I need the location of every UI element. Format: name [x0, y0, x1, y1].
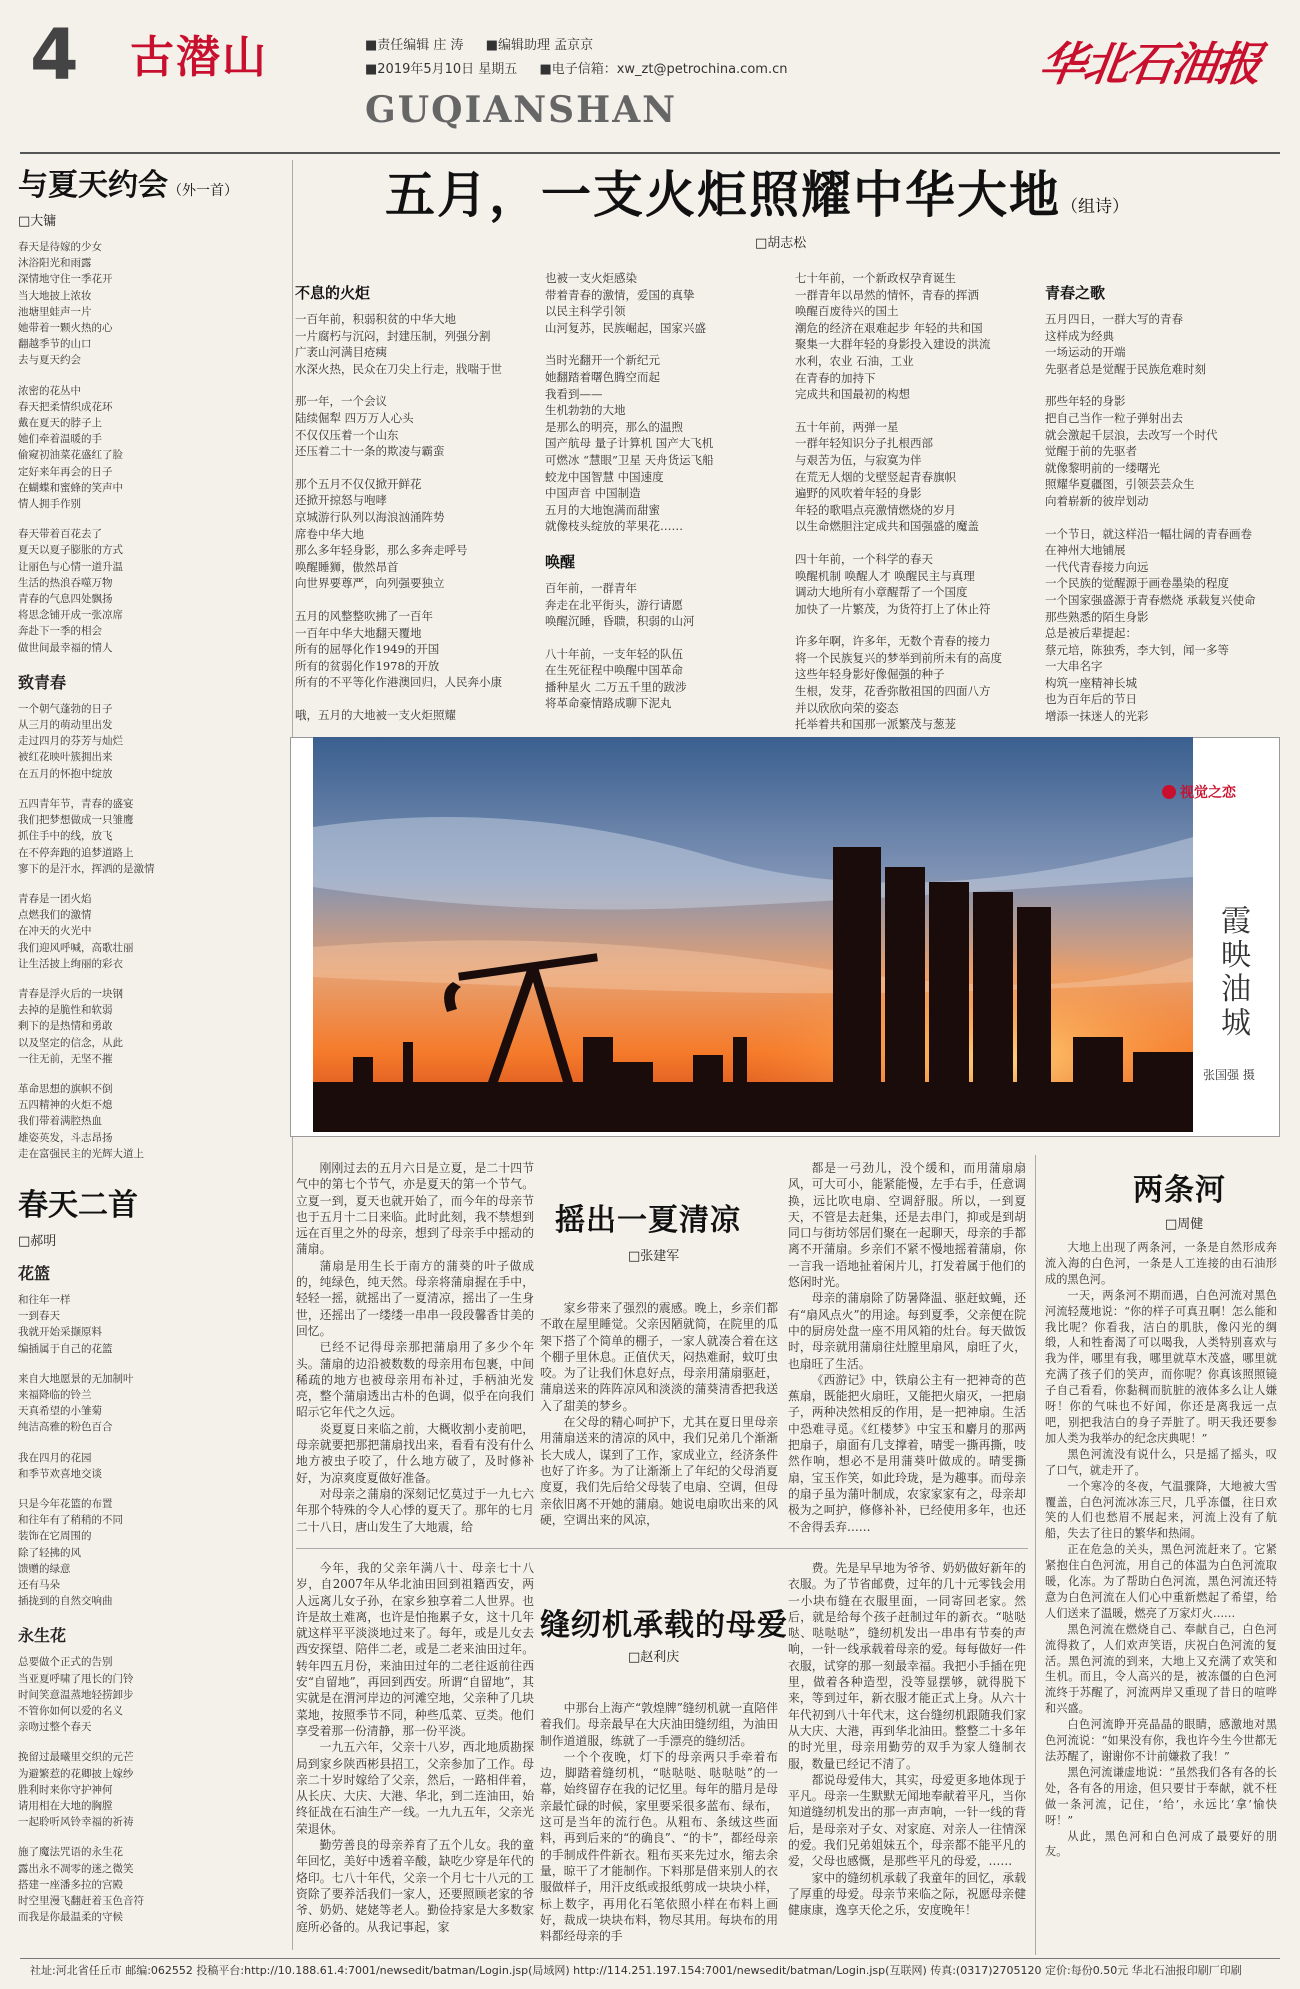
poem-subtitle: 花篮: [18, 1263, 51, 1283]
paragraph: 正在危急的关头，黑色河流赶来了。它紧紧抱住白色河流，用自己的体温为白色河流取暖，化冻。为了帮助白色河流，黑色河流还特意为白色河流在人们心中重新燃起了希望，给人们送来了温暖，燃亮了万家灯火……: [1045, 1543, 1277, 1620]
sunset-oilfield-image: [313, 737, 1193, 1132]
photo-badge-label: 视觉之恋: [1180, 785, 1236, 801]
poem-stanza: 只是今年花篮的布置 和往年有了稍稍的不同 装饰在它周围的 除了轻拂的风 馈赠的绿意 还有马朵 插拢到的自然交响曲: [18, 1497, 123, 1608]
poem-column-4: [1045, 268, 1280, 741]
poem-stanza: 一百年前，积弱积贫的中华大地 一片腐朽与沉闷，封建压制，列强分割 广袤山河满目疮痍 水深火热，民众在刀尖上行走，戕喘于世: [295, 312, 502, 376]
paragraph: 一个个夜晚，灯下的母亲两只手牵着布边，脚踏着缝纫机，“哒哒哒、哒哒哒”的一幕，始终留存在我的记忆里。每年的腊月是母亲最忙碌的时候，家里要采很多蓝布、绿布，这可是当年的流行色。从粗布、条绒这些面料，再到后来的“的确良”、“的卡”，都经母亲的手制成件件新衣。粗布买来先过水，缩去余量，晾干了才能制作。下料那是借来别人的衣服做样子，用汗皮纸或报纸剪成一块块小样，标上数字，再用化石笔依照小样在布料上画好，裁成一块块布料，物尽其用。每块布的用料都经母亲的手: [540, 1749, 778, 1944]
article-author: □赵利庆: [628, 1650, 680, 1665]
poem-stanza: 春天是待嫁的少女 沐浴阳光和雨露 深情地守住一季花开 当大地披上浓妆 池塘里蛙声一片 她带着一颗火热的心 翻越季节的山口 去与夏天约会: [18, 241, 113, 367]
left-poetry-column: [18, 160, 290, 1960]
poem-stanza: 当时光翻开一个新纪元 她翻踏着曙色腾空而起 我看到—— 生机勃勃的大地 是那么的明亮，那么的温煦 国产航母 量子计算机 国产大飞机 可燃冰 “慧眼”卫星 天舟货运飞船 蛟龙中国智慧 中国速度 中国声音 中国制造 五月的大地饱满而甜蜜 就像枝头绽放的苹果花……: [545, 353, 714, 534]
headline: [385, 168, 1129, 223]
page-number: 4: [30, 14, 79, 96]
poem-stanza: 五月四日，一群大写的青春 这样成为经典 一场运动的开端 先驱者总是觉醒于民族危难时刻: [1045, 312, 1206, 376]
paragraph: 对母亲之蒲扇的深刻记忆莫过于一九七六年那个特殊的令人心悸的夏天了。那年的七月二十八日，唐山发生了大地震，给: [296, 1486, 534, 1534]
paragraph: 费。先是早早地为爷爷、奶奶做好新年的衣服。为了节省邮费，过年的几十元零钱会用一小块布缝在衣服里面，一同寄回老家。然后，就是给每个孩子赶制过年的新衣。“哒哒哒、哒哒哒”，缝纫机发出一串串有节奏的声响，一针一线承载着母亲的爱。每每做好一件衣服，试穿的那一刻最幸福。我把小手插在兜里，做着各种造型，没等显摆够，就得脱下来，等到过年，新衣服才能正式上身。从六十年代初到八十年代末，这台缝纫机跟随我们家从大庆、大港，再到华北油田。整整二十多年的时光里，母亲用勤劳的双手为家人缝制衣服，数量已经记不清了。: [788, 1561, 1026, 1771]
poem-title: [18, 160, 290, 204]
poem-stanza: 七十年前，一个新政权孕育诞生 一群青年以昂然的情怀，青春的挥洒 唤醒百废待兴的国土 潮危的经济在艰难起步 年轻的共和国 聚集一大群年轻的身影投入建设的洪流 水利，农业 石油，工业 在青春的加持下 完成共和国最初的构想: [795, 271, 991, 402]
poem-stanza: 春天带着百花去了 夏天以夏子膨胀的方式 让丽色与心情一道升温 生活的热浪吞噬万物 青春的气息四处飘扬 将思念铺开成一张凉席 奔赴下一季的相会 做世间最幸福的情人: [18, 528, 123, 654]
paragraph: 一天，两条河不期而遇，白色河流对黑色河流轻蔑地说：“你的样子可真丑啊！怎么能和我比呢？你看我，洁白的肌肤，像闪光的绸缎，人和牲畜渴了可以喝我，人类特别喜欢与我为伴，哪里有我，哪里就草木茂盛，哪里就充满了孩子们的笑声，而你呢？你真该照照镜子自己看看，你黏稠而肮脏的液体多么让人嫌呀！你的气味也不好闻，你还是离我远一点吧，别把我洁白的身子弄脏了。明天我还要参加人类为我举办的纪念庆典呢！”: [1045, 1288, 1277, 1445]
newspaper-logo: 华北石油报: [1035, 37, 1264, 91]
poem-stanza: 五月的风整整吹拂了一百年 一百年中华大地翻天覆地 所有的屈辱化作1949的开国 所有的贫弱化作1978的开放 所有的不平等化作港澳回归，人民奔小康: [295, 608, 502, 690]
poem-subtitle: 致青春: [18, 672, 67, 692]
poem-author: □大镛: [18, 214, 57, 229]
article1-column-2: [540, 1300, 778, 1528]
column-divider: [1035, 1155, 1036, 1955]
poem-column-3: [795, 270, 1030, 749]
footer-info: 社址:河北省任丘市 邮编:062552 投稿平台:http://10.188.61.4:7001/newsedit/batman/Login.jsp(局域网) http://114.251.197.154:7001/newsedit/batman/Login.jsp(互联网) 传真:(0317)2705120 定价:每份0.50元 华北石油报印刷厂印刷: [30, 1964, 1242, 1977]
email-address: ■电子信箱：xw_zt@petrochina.com.cn: [539, 62, 788, 77]
poem-stanza: 也被一支火炬感染 带着青春的激情，爱国的真挚 以民主科学引领 山河复苏，民族崛起，国家兴盛: [545, 271, 706, 335]
paragraph: 蒲扇是用生长于南方的蒲葵的叶子做成的，纯绿色，纯天然。母亲将蒲扇握在手中，轻轻一摇，就摇出了一夏清凉，摇出了一生身世，还摇出了一缕缕一串串一段段馨香甘美的回忆。: [296, 1258, 534, 1338]
headline-suffix: （组诗）: [1061, 197, 1129, 217]
paragraph: 白色河流睁开亮晶晶的眼睛，感激地对黑色河流说：“如果没有你，我也许今生今世都无法苏醒了，谢谢你不计前嫌救了我！”: [1045, 1718, 1277, 1763]
article-author: □周健: [1165, 1217, 1204, 1232]
editor-credit: ■责任编辑 庄 涛: [365, 38, 464, 53]
article1-column-3: [788, 1160, 1026, 1535]
assistant-editor-credit: ■编辑助理 孟京京: [485, 38, 594, 53]
paragraph: 一个寒冷的冬夜，气温骤降，大地被大雪覆盖，白色河流冰冻三尺，几乎冻僵，往日欢笑的人们也愁眉不展起来，河流上没有了航船，失去了往日的繁华和热闹。: [1045, 1479, 1277, 1541]
article2-column-3: [788, 1560, 1026, 1919]
paragraph: 今年，我的父亲年满八十、母亲七十八岁，自2007年从华北油田回到祖籍西安，两人远离儿女子孙，在家乡独享着二人世界。也许是故土难离，也许是怕拖累子女，这十几年就这样平平淡淡地过来了。每年，或是儿女去西安探望、陪伴二老，或是二老来油田过年。转年四五月份，来油田过年的二老往返前往西安“自留地”，再回到西安。所谓“自留地”，其实就是在渭河岸边的河滩空地，父亲种了几块菜地，按照季节不同，种些瓜菜、豆类。他们享受着那一份清静，那一份平淡。: [296, 1561, 534, 1738]
poem-stanza: 青春是一团火焰 点燃我们的激情 在冲天的火光中 我们迎风呼喊，高歌壮丽 让生活披上绚丽的彩衣: [18, 892, 134, 970]
paragraph: 一九五六年，父亲十八岁，西北地质勘探局到家乡陕西彬县招工，父亲参加了工作。母亲二十岁时嫁给了父亲，然后，一路相伴着，从长庆、大庆、大港、华北，到二连油田，始终征战在石油生产一线。一九九五年，父亲光荣退休。: [296, 1740, 534, 1836]
article-author: □张建军: [628, 1249, 680, 1264]
paragraph: 《西游记》中，铁扇公主有一把神奇的芭蕉扇，既能把火扇旺，又能把火扇灭，一把扇子，两种决然相反的作用，是一把神扇。生活中恐难寻觅。《红楼梦》中宝玉和麝月的那两把扇子，扇面有几支撑着，晴雯一撕再撕，吱然作响，想必不是用蒲葵叶做成的。晴雯撕扇，宝玉作笑，如此玲珑，是为趣事。而母亲的扇子虽为蒲叶制成，农家家家有之，母亲却极为之呵护，修修补补，已经使用多年，也还不舍得丢弃……: [788, 1372, 1026, 1534]
poem-column-2: [545, 270, 770, 728]
poem-stanza: 浓密的花丛中 春天把柔情织成花环 戴在夏天的脖子上 她们牵着温暖的手 偷窥初油菜花盛红了脸 定好来年再会的日子 在蝴蝶和蜜蜂的笑声中 情人拥手作别: [18, 384, 123, 511]
poem-stanza: 和往年一样 一到春天 我就开始采撷原料 编插属于自己的花篮: [18, 1293, 113, 1355]
masthead-divider: [20, 152, 1280, 154]
article2-column-2: [540, 1700, 778, 1944]
poem-section-heading: 青春之歌: [1045, 284, 1106, 302]
poem-title: 春天二首: [18, 1187, 138, 1223]
paragraph: 母亲的蒲扇除了防暑降温、驱赶蚊蝇，还有“扇风点火”的用途。每到夏季，父亲便在院中的厨房处盘一座不用风箱的灶台。每天做饭时，母亲就用蒲扇往灶膛里扇风，扇旺了火，也扇旺了生活。: [788, 1291, 1026, 1371]
poem-stanza: 许多年啊，许多年，无数个青春的接力 将一个民族复兴的梦举到前所未有的高度 这些年轻身影好像倔强的种子 生根，发芽，花香弥散祖国的四面八方 并以欣欣向荣的姿态 托举着共和国那一派繁茂与葱茏: [795, 634, 1002, 732]
paragraph: 家中的缝纫机承载了我童年的回忆，承载了厚重的母爱。母亲节来临之际，祝愿母亲健健康康，逸享天伦之乐，安度晚年！: [788, 1870, 1026, 1918]
poem-stanza: 八十年前，一支年轻的队伍 在生死征程中唤醒中国革命 播种星火 二万五千里的跋涉 将革命豪情路成聊下泥丸: [545, 646, 687, 711]
section-name: 古潜山: [130, 32, 268, 83]
poem-stanza: 挽留过最曦里交织的元芒 为避繁惹的花卿披上嫁纱 胜利时来你守护神何 请用相在大地的胸膛 一起聆听风铃幸福的祈祷: [18, 1751, 134, 1829]
poem-author: □郝明: [18, 1233, 57, 1249]
poem-section-heading: 不息的火炬: [295, 284, 371, 302]
paragraph: 从此，黑色河和白色河成了最要好的朋友。: [1045, 1829, 1277, 1859]
poem-stanza: 革命思想的旗帜不倒 五四精神的火炬不熄 我们带着满腔热血 雄姿英发，斗志昂扬 走在富强民主的光辉大道上: [18, 1082, 144, 1160]
poem-stanza: 四十年前，一个科学的春天 唤醒机制 唤醒人才 唤醒民主与真理 调动大地所有小章醒帮了一个国度 加快了一片繁茂，为货符打上了休止符: [795, 551, 991, 616]
article2-column-1: [296, 1560, 534, 1935]
paragraph: 大地上出现了两条河，一条是自然形成奔流入海的白色河，一条是人工连接的由石油形成的黑色河。: [1045, 1241, 1277, 1286]
sunset-photo: [313, 737, 1193, 1132]
poem-subtitle: 永生花: [18, 1626, 67, 1646]
paragraph: 炎夏夏日来临之前，大概收割小麦前吧，母亲就要把那把蒲扇找出来，看看有没有什么地方被虫子咬了，什么地方破了，及时修补好，为凉爽度夏做好准备。: [296, 1421, 534, 1485]
paragraph: 都说母爱伟大，其实，母爱更多地体现于平凡。母亲一生默默无闻地奉献着平凡，当你知道缝纫机发出的那一声声响，一针一线的背后，是母亲对子女、对家庭、对亲人一往情深的爱。我们兄弟姐妹五个，母亲都不能平凡的爱，父母也感慨，是那些平凡的母爱，……: [788, 1772, 1026, 1869]
issue-date: ■2019年5月10日 星期五: [365, 62, 518, 77]
section-pinyin: GUQIANSHAN: [365, 89, 678, 131]
poem-stanza: 青春是浮火后的一块钢 去掉的是脆性和软弱 剩下的是热情和勇敢 以及坚定的信念，从此 一往无前，无坚不摧: [18, 987, 123, 1065]
paragraph: 黑色河流没有说什么，只是摇了摇头，叹了口气，就走开了。: [1045, 1447, 1277, 1477]
poem-stanza: 一个朝气蓬勃的日子 从三月的萌动里出发 走过四月的芬芳与灿烂 被红花映叶簇拥出来 在五月的怀抱中绽放: [18, 702, 123, 780]
article-divider: [296, 1548, 1028, 1549]
paragraph: 勤劳善良的母亲养育了五个儿女。我的童年回忆，美好中透着辛酸，缺吃少穿是年代的烙印。七八十年代，父亲一个月七十八元的工资除了要养活我们一家人，还要照顾老家的爷爷、奶奶、姥姥等老人。勤俭持家是大多数家庭所必备的。从我记事起，家: [296, 1838, 534, 1934]
footer-divider: [20, 1958, 1280, 1959]
paragraph: 都是一弓劲儿，没个缓和，而用蒲扇扇风，可大可小，能紧能慢，左手右手，任意调换，远比吹电扇、空调舒服。所以，一到夏天，不管是去赶集，还是去串门，抑或是到胡同口与街坊邻居们聚在一起聊天，母亲的手都离不开蒲扇。乡亲们不紧不慢地摇着蒲扇，你一言我一语地扯着闲片儿，打发着属于他们的悠闲时光。: [788, 1161, 1026, 1290]
poem-stanza: 我在四月的花园 和季节欢喜地交谈: [18, 1451, 102, 1480]
headline-author: □胡志松: [755, 236, 807, 251]
photo-badge: [1162, 782, 1236, 802]
article3-body: [1045, 1240, 1277, 1860]
poem-stanza: 五四青年节，青春的盛宴 我们把梦想做成一只雏鹰 抓住手中的线，放飞 在不停奔跑的追梦道路上 寥下的是汗水，挥洒的是激情: [18, 797, 155, 875]
flower-icon: [1162, 785, 1176, 799]
poem-stanza: 一个节日，就这样沿一幅壮阔的青春画卷 在神州大地铺展 一代代青春接力向远 一个民族的觉醒源于画卷墨染的程度 一个国家强盛源于青春燃烧 承载复兴使命 那些熟悉的陌生身影 总是被后辈提起： 蔡元培，陈独秀，李大钊，闻一多等 一大串名字 构筑一座精神长城 也为百年后的节日 增添一抹迷人的光彩: [1045, 526, 1256, 724]
photo-credit: 张国强 摄: [1203, 1068, 1255, 1082]
poem-stanza: 那些年轻的身影 把自己当作一粒子弹射出去 就会激起千层浪，去改写一个时代 觉醒于前的先驱者 就像黎明前的一缕曙光 照耀华夏疆图，引领芸芸众生 向着崭新的彼岸划动: [1045, 394, 1218, 508]
poem-stanza: 百年前，一群青年 奔走在北平街头，游行请愿 唤醒沉睡，昏聩，积弱的山河: [545, 580, 695, 629]
poem-stanza: 哦，五月的大地被一支火炬照耀: [295, 707, 456, 722]
poem-title-text: 与夏天约会: [18, 168, 168, 203]
article-title: 缝纫机承载的母爱: [540, 1608, 788, 1643]
poem-column-1: [295, 268, 520, 739]
editorial-info: [365, 34, 805, 82]
poem-title-suffix: （外一首）: [168, 183, 238, 199]
paragraph: 已经不记得母亲那把蒲扇用了多少个年头。蒲扇的边沿被数数的母亲用布包裹，中间稀疏的地方也被母亲用布补过，手柄油光发亮，整个蒲扇透出古朴的色调，似乎在向我们昭示它年代之久远。: [296, 1340, 534, 1420]
article-title: 摇出一夏清凉: [555, 1203, 741, 1238]
article1-column-1: [296, 1160, 534, 1535]
poem-stanza: 来自大地愿景的无加制叶 来福降临的铃兰 天真希望的小雏菊 纯洁高雅的粉色百合: [18, 1372, 134, 1434]
paragraph: 刚刚过去的五月六日是立夏，是二十四节气中的第七个节气，亦是夏天的第一个节气。立夏一到，夏天也就开始了，而今年的母亲节也于五月十二日来临。此时此刻，我不禁想到远在百里之外的母亲，想到了母亲手中摇动的蒲扇。: [296, 1161, 534, 1257]
poem-stanza: 施了魔法咒语的永生花 露出永不凋零的迷之微笑 搭建一座潘多拉的宫殿 时空里漫飞翻赶着玉色音符 而我是你最温柔的守候: [18, 1846, 144, 1924]
paragraph: 黑色河流在燃烧自己、奉献自己，白色河流得救了，人们欢声笑语，庆祝白色河流的复活。黑色河流的到来，大地上又充满了欢笑和生机。而且，令人高兴的是，被冻僵的白色河流终于苏醒了，河流两岸又重现了昔日的喧哗和兴盛。: [1045, 1622, 1277, 1716]
poem-stanza: 总要做个正式的告别 当亚夏呼啸了甩长的门铃 时间笑意温蒸地轻捞卸步 不管你如何以爱的名义 亲吻过整个春天: [18, 1656, 134, 1734]
paragraph: 中那台上海产“敦煌牌”缝纫机就一直陪伴着我们。母亲最早在大庆油田缝纫组，为油田制作道道服，练就了一手漂亮的缝纫活。: [540, 1701, 778, 1748]
paragraph: 家乡带来了强烈的震感。晚上，乡亲们都不敢在屋里睡觉。父亲因陋就简，在院里的瓜架下搭了个简单的棚子，一家人就凑合着在这个棚子里休息。正值伏天，闷热难耐，蚊叮虫咬。为了让我们休息好点，母亲用蒲扇驱赶，蒲扇送来的阵阵凉风和淡淡的蒲葵清香把我送入了甜美的梦乡。: [540, 1301, 778, 1413]
poem-stanza: 那个五月不仅仅掀开鲜花 还掀开掠怒与咆哮 京城游行队列以海浪汹涌阵势 席卷中华大地 那么多年轻身影，那么多奔走呼号 唤醒睡狮，傲然昂首 向世界要尊严，向列强要独立: [295, 476, 468, 591]
photo-title: 霞映油城: [1221, 904, 1251, 1041]
paragraph: 黑色河流谦虚地说：“虽然我们各有各的长处，各有各的用途，但只要甘于奉献，就不枉做一条河流，记住，‘给’，永远比‘拿’愉快呀！”: [1045, 1765, 1277, 1827]
paragraph: 在父母的精心呵护下，尤其在夏日里母亲用蒲扇送来的清凉的风中，我们兄弟几个渐渐长大成人，谋到了工作，家成业立，经济条件也好了许多。为了让渐渐上了年纪的父母消夏度夏，我们先后给父母装了电扇、空调，但母亲依旧离不开她的蒲扇。她说电扇吹出来的风硬，空调出来的风凉，: [540, 1415, 778, 1527]
poem-section-heading: 唤醒: [545, 552, 576, 571]
poem-stanza: 那一年，一个会议 陆续倔犁 四万万人心头 不仅仅压着一个山东 还压着二十一条的欺凌与霸蛮: [295, 394, 445, 459]
headline-text: 五月，一支火炬照耀中华大地: [385, 166, 1061, 224]
article-title: 两条河: [1133, 1173, 1226, 1208]
poem-stanza: 五十年前，两弹一星 一群年轻知识分子扎根西部 与艰苦为伍，与寂寞为伴 在荒无人烟的戈壁竖起青春旗帜 遍野的风吹着年轻的身影 年轻的歌唱点亮激情燃烧的岁月 以生命燃胆注定成共和国强盛的魔盖: [795, 419, 979, 534]
